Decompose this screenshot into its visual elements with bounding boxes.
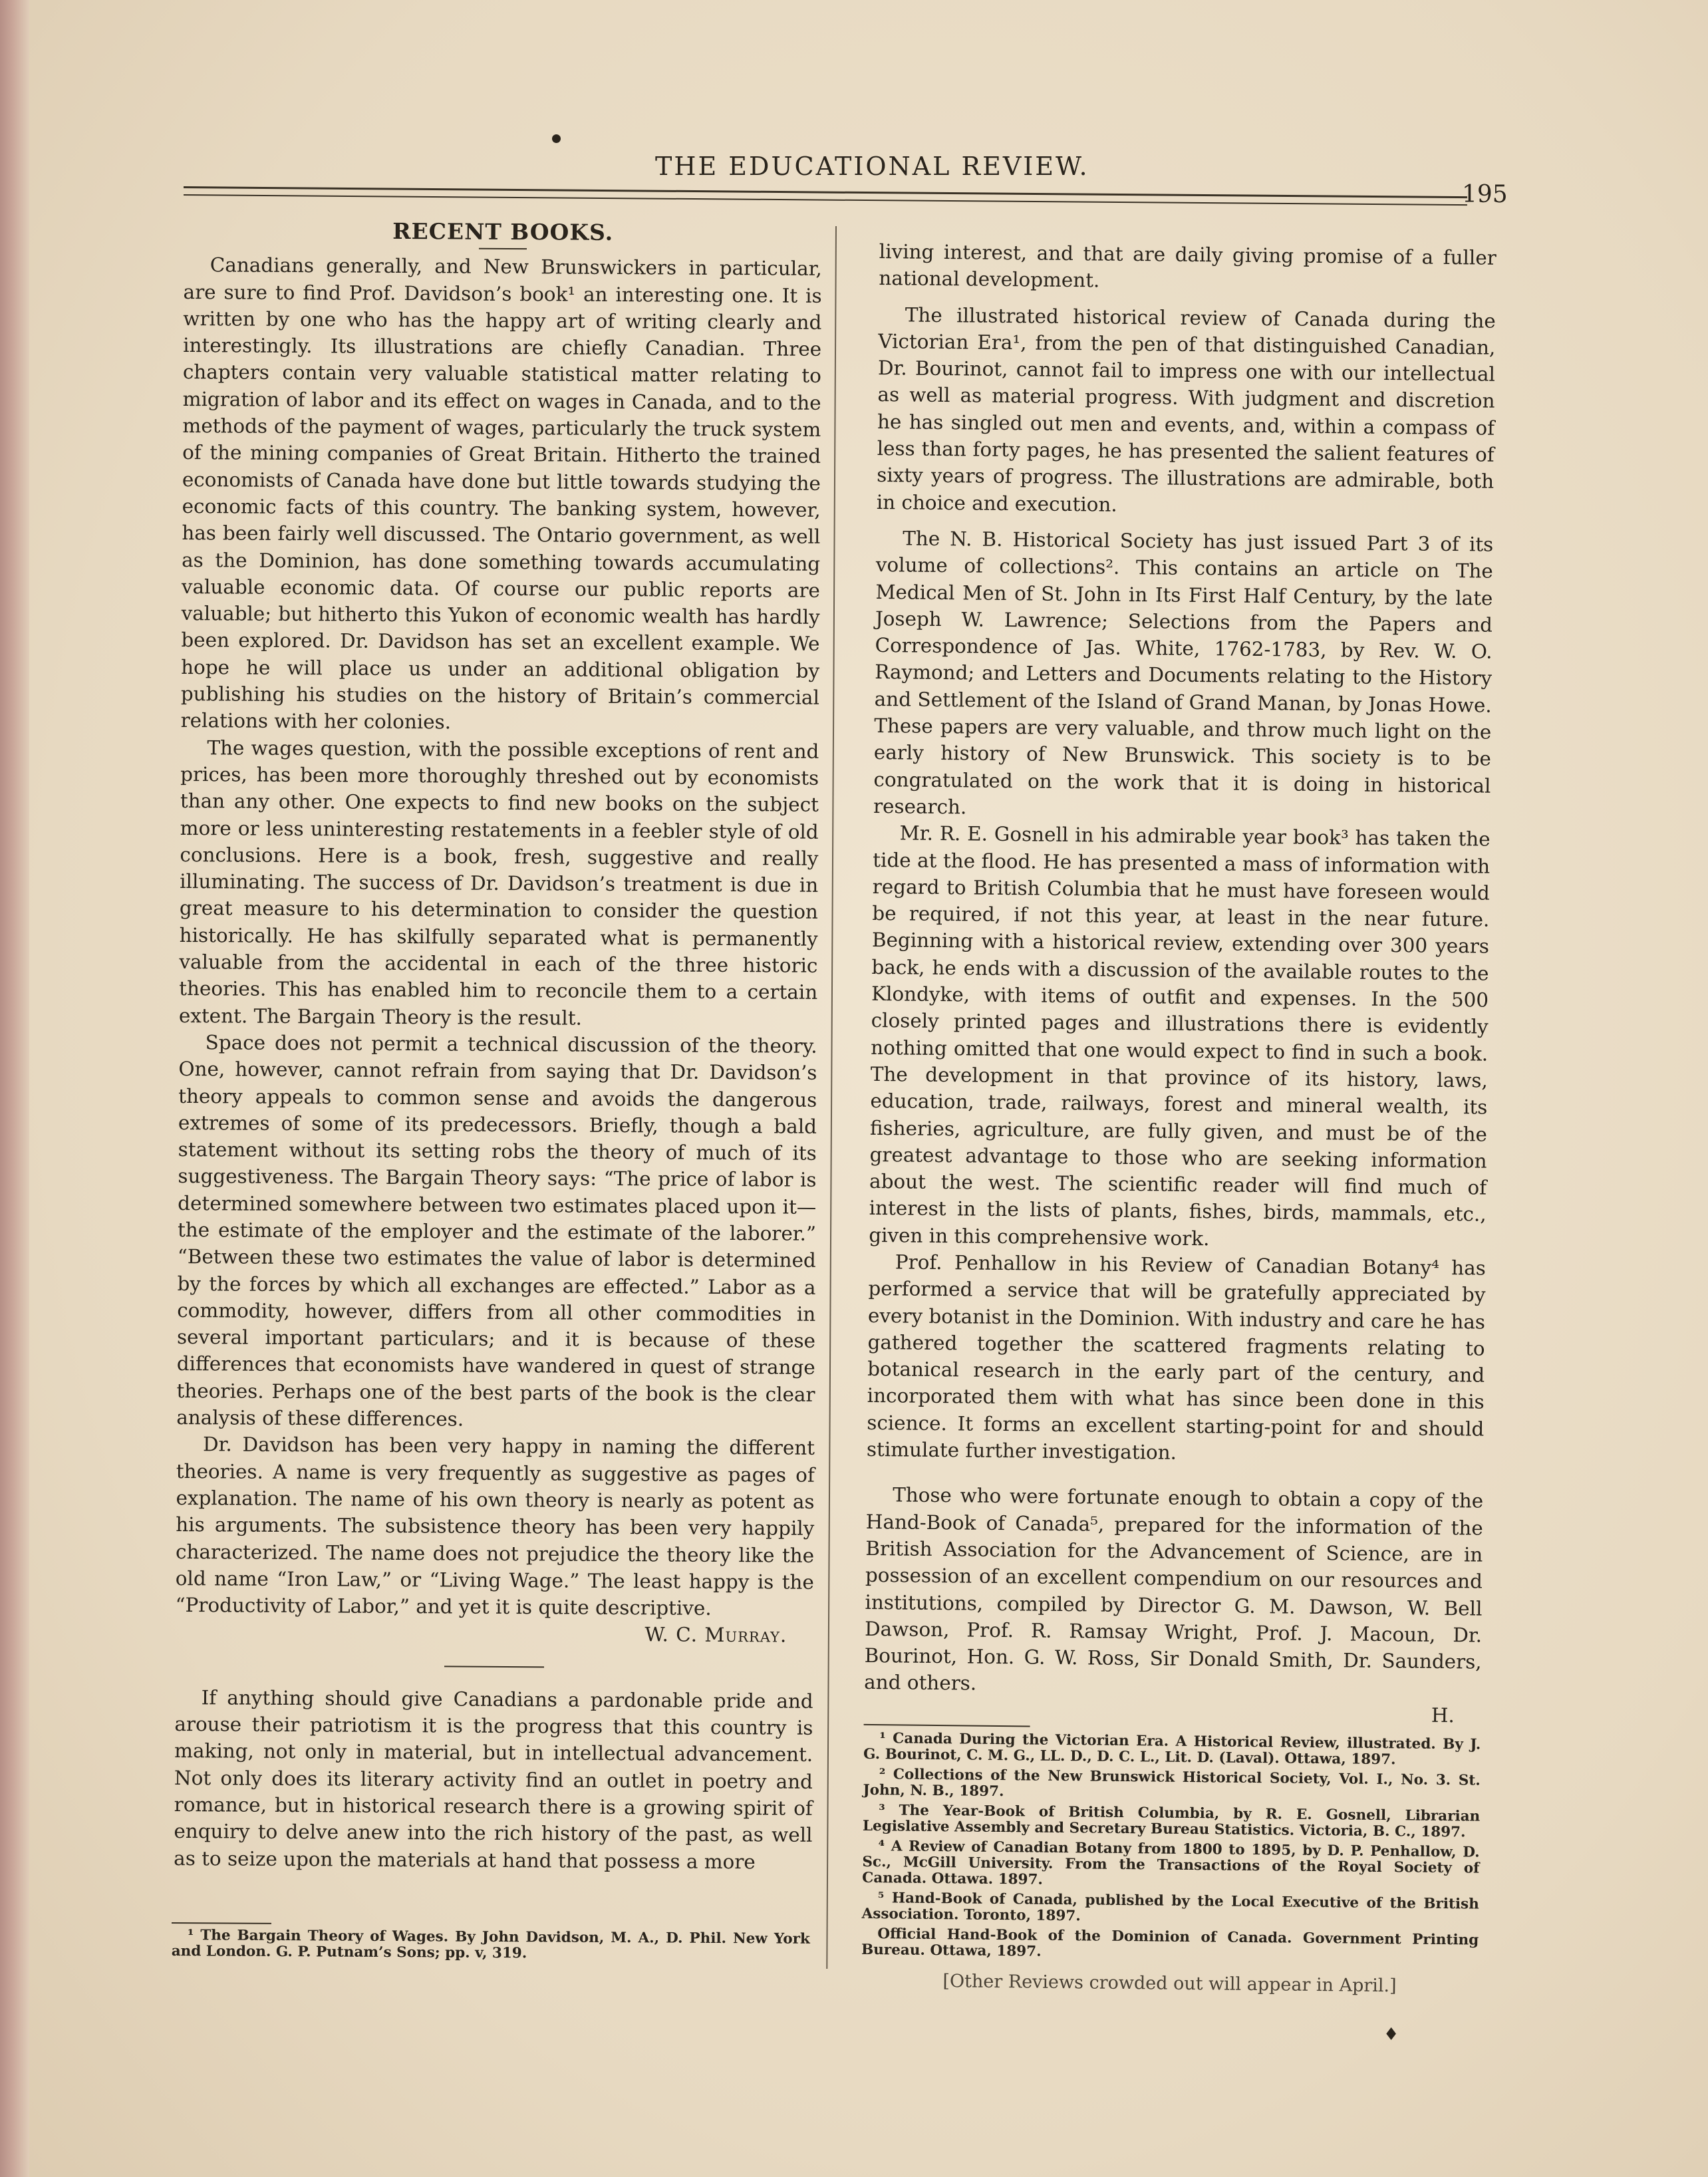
author-initial: H. [1431,1703,1455,1727]
paragraph: living interest, and that are daily giving promise of a fuller national development. [879,239,1496,292]
running-head: THE EDUCATIONAL REVIEW. [655,152,1089,181]
author-signature: W. C. Murray. [644,1623,787,1648]
footnote-rule [172,1922,271,1924]
footnote: ⁴ A Review of Canadian Botany from 1800 to 1895, by D. P. Penhallow, D. Sc., McGill University. From the Transactions of the Royal Society of Canada. Ottawa. 1897. [862,1838,1480,1888]
paragraph: The N. B. Historical Society has just issued Part 3 of its volume of collections². This contains an article on The Medical Men of St. John in Its First Half Century, by the late Joseph W. Lawrence; Selections from the Papers and Correspondence of Jas. White, 1762-1783, by Rev. W. O. Raymond; and Letters and Documents relating to the History and Settlement of the Island of Grand Manan, by Jonas Howe. These papers are very valuable, and throw much light on the early history of New Brunswick. This society is to be congratulated on the work that it is doing in historical research. [873,527,1494,819]
left-column [174,218,822,1876]
paragraph: Dr. Davidson has been very happy in naming the different theories. A name is very frequently as suggestive as pages of explanation. The name of his own theory is nearly as potent as his arguments. The subsistence theory has been very happily characterized. The name does not prejudice the theory like the old name “Iron Law,” or “Living Wage.” The least happy is the “Productivity of Labor,” and yet it is quite descriptive. [175,1433,815,1620]
footnote: ² Collections of the New Brunswick Historical Society, Vol. I., No. 3. St. John, N. B., 1897. [863,1766,1481,1801]
right-column [861,238,1496,2001]
footnote-rule [864,1724,1030,1727]
footnote: ¹ The Bargain Theory of Wages. By John Davidson, M. A., D. Phil. New York and London. G. P. Putnam’s Sons; pp. v, 319. [171,1927,810,1962]
paragraph: Those who were fortunate enough to obtain a copy of the Hand-Book of Canada⁵, prepared for the information of the British Association for the Advancement of Science, are in possession of an excellent compendium on our resources and institutions, compiled by Director G. M. Dawson, W. Bell Dawson, Prof. R. Ramsay Wright, Prof. J. Macoun, Dr. Bourinot, Hon. G. W. Ross, Sir Donald Smith, Dr. Saunders, and others. [864,1483,1484,1695]
left-footnotes [172,1922,810,1967]
footnote: ¹ Canada During the Victorian Era. A Historical Review, illustrated. By J. G. Bourinot, C. M. G., LL. D., D. C. L., Lit. D. (Laval). Ottawa, 1897. [863,1730,1481,1769]
section-heading: RECENT BOOKS. [392,218,614,245]
paragraph: Canadians generally, and New Brunswickers in particular, are sure to find Prof. Davidson’s book¹ an interesting one. It is written by one who has the happy art of writing clearly and interestingly. Its illustrations are chiefly Canadian. Three chapters contain very valuable statistical matter relating to migration of labor and its effect on wages in Canada, and to the methods of the payment of wages, particularly the truck system of the mining companies of Great Britain. Hitherto the trained economists of Canada have done but little towards studying the economic facts of this country. The banking system, however, has been fairly well discussed. The Ontario government, as well as the Dominion, has done something towards accumulating valuable economic data. Of course our public reports are valuable; but hitherto this Yukon of economic wealth has hardly been explored. Dr. Davidson has set an excellent example. We hope he will place us under an additional obligation by publishing his studies on the history of Britain’s commercial relations with her colonies. [180,253,822,734]
page-binding-edge [0,0,29,2177]
paragraph: The wages question, with the possible exceptions of rent and prices, has been more thoroughly threshed out by economists than any other. One expects to find new books on the subject more or less uninteresting restatements in a feebler style of old conclusions. Here is a book, fresh, suggestive and really illuminating. The success of Dr. Davidson’s treatment is due in great measure to his determination to consider the question historically. He has skilfully separated what is permanently valuable from the accidental in each of the three historic theories. This has enabled him to reconcile them to a certain extent. The Bargain Theory is the result. [178,736,819,1030]
footnote: Official Hand-Book of the Dominion of Canada. Government Printing Bureau. Ottawa, 1897. [861,1926,1479,1960]
ink-dot [552,134,561,143]
page-number: 195 [1462,181,1508,208]
editorial-note: [Other Reviews crowded out will appear in April.] [942,1971,1397,1997]
paragraph: If anything should give Canadians a pardonable pride and arouse their patriotism it is the progress that this country is making, not only in material, but in intellectual advancement. Not only does its literary activity find an outlet in poetry and romance, but in historical research there is a growing spirit of enquiry to delve anew into the rich history of the past, as well as to seize upon the materials at hand that possess a more [174,1685,813,1873]
section-divider [444,1666,544,1668]
footnote: ⁵ Hand-Book of Canada, published by the Local Executive of the British Association. Toronto, 1897. [861,1890,1479,1925]
paragraph: Prof. Penhallow in his Review of Canadian Botany⁴ has performed a service that will be gratefully appreciated by every botanist in the Dominion. With industry and care he has gathered together the scattered fragments relating to botanical research in the early part of the century, and incorporated them with what has since been done in this science. It forms an excellent starting-point for and should stimulate further investigation. [866,1250,1487,1464]
footnote: ³ The Year-Book of British Columbia, by R. E. Gosnell, Librarian Legislative Assembly and Secretary Bureau Statistics. Victoria, B. C., 1897. [862,1802,1481,1841]
paragraph: Mr. R. E. Gosnell in his admirable year book³ has taken the tide at the flood. He has presented a mass of information with regard to British Columbia that he must have foreseen would be required, if not this year, at least in the near future. Beginning with a historical review, extending over 300 years back, he ends with a discussion of the available routes to the Klondyke, with items of outfit and expenses. In the 500 closely printed pages and illustrations there is evidently nothing omitted that one would expect to find in such a book. The development in that province of its history, laws, education, trade, railways, forest and mineral wealth, its fisheries, agriculture, are fully given, and must be of the greatest advantage to those who are seeking information about the west. The scientific reader will find much of interest in the lists of plants, fishes, birds, mammals, etc., given in this comprehensive work. [869,821,1491,1250]
heading-rule [479,248,527,249]
printer-mark: ♦ [1383,2025,1399,2045]
paragraph: Space does not permit a technical discussion of the theory. One, however, cannot refrain from saying that Dr. Davidson’s theory appeals to common sense and avoids the dangerous extremes of some of its predecessors. Briefly, though a bald statement without its setting robs the theory of much of its suggestiveness. The Bargain Theory says: “The price of labor is determined somewhere between two estimates placed upon it—the estimate of the employer and the estimate of the laborer.” “Between these two estimates the value of labor is determined by the forces by which all exchanges are effected.” Labor as a commodity, however, differs from all other commodities in several important particulars; and it is because of these differences that economists have wandered in quest of strange theories. Perhaps one of the best parts of the book is the clear analysis of these differences. [176,1031,817,1431]
paragraph: The illustrated historical review of Canada during the Victorian Era¹, from the pen of that distinguished Canadian, Dr. Bourinot, cannot fail to impress one with our intellectual as well as material progress. With judgment and discretion he has singled out men and events, and, within a compass of less than forty pages, he has presented the salient features of sixty years of progress. The illustrations are admirable, both in choice and execution. [876,303,1496,516]
